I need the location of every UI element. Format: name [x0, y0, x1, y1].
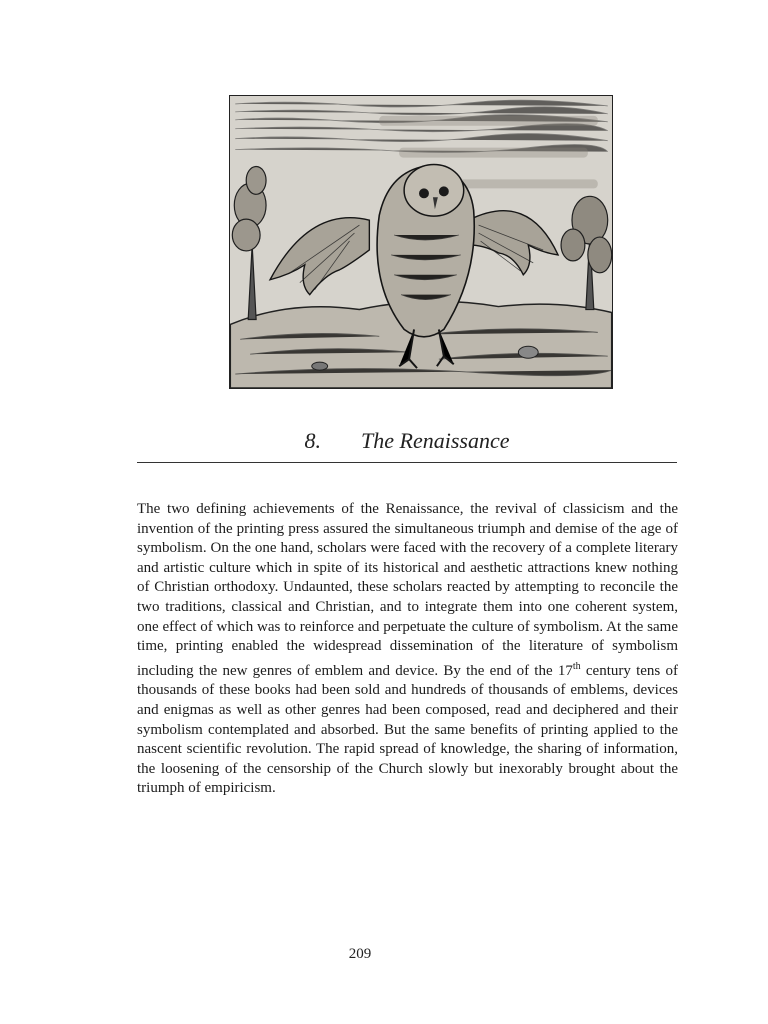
heading-divider [137, 462, 677, 463]
chapter-title: The Renaissance [361, 428, 510, 453]
chapter-number: 8. [304, 428, 322, 453]
body-paragraph [137, 500, 678, 799]
sky-hatching [235, 100, 607, 152]
body-text-part2: century tens of thousands of these books had been sold and hundreds of thousands of emblems, devices and enigmas as well as other genres had been composed, read and deciphered and their symbolism contemplated and absorbed. But the same benefits of printing applied to the nascent scientific revolution. The rapid spread of knowledge, the sharing of information, the loosening of the censorship of the Church slowly but inexorably brought about the triumph of empiricism. [137, 662, 679, 797]
owl-woodcut-icon [230, 96, 612, 388]
ordinal-superscript: th [572, 660, 581, 672]
owl-woodcut-illustration [229, 95, 613, 389]
body-text-part1: The two defining achievements of the Renaissance, the revival of classicism and the invention of the printing press assured the simultaneous triumph and demise of the age of symbolism. On the one hand, scholars were faced with the recovery of a complete literary and artistic culture which in spite of its historical and aesthetic attractions knew nothing of Christian orthodoxy. Undaunted, these scholars reacted by attempting to reconcile the two traditions, classical and Christian, and to integrate them into one coherent system, one effect of which was to reinforce and perpetuate the culture of symbolism. At the same time, printing enabled the widespread dissemination of the literature of symbolism including the new genres of emblem and device. By the end of the 17 [137, 501, 678, 679]
chapter-heading [137, 426, 677, 456]
page-number: 209 [348, 946, 372, 962]
